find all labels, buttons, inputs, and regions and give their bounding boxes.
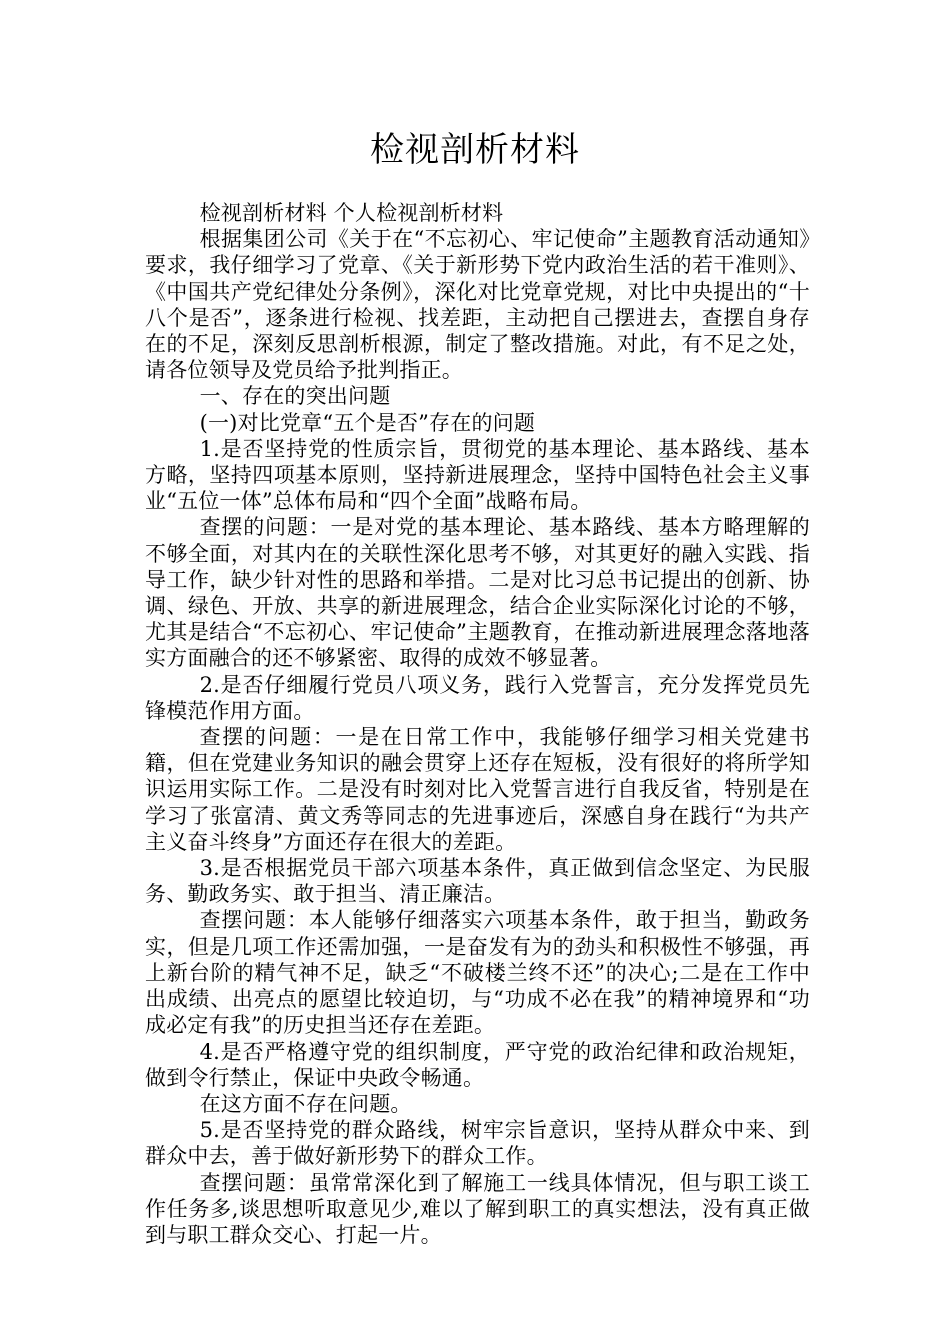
section-heading: 一、存在的突出问题 (199, 384, 391, 409)
document-body (145, 200, 810, 1248)
item-3-problems: 查摆问题：本人能够仔细落实六项基本条件，敢于担当，勤政务实，但是几项工作还需加强，一是奋发有为的劲头和积极性不够强，再上新台阶的精气神不足，缺乏“不破楼兰终不还”的决心;二是在工作中出成绩、出亮点的愿望比较迫切，与“功成不必在我”的精神境界和“功成必定有我”的历史担当还存在差距。 (145, 908, 810, 1038)
item-2: 2.是否仔细履行党员八项义务，践行入党誓言，充分发挥党员先锋模范作用方面。 (145, 672, 810, 723)
paragraph-intro: 根据集团公司《关于在“不忘初心、牢记使命”主题教育活动通知》要求，我仔细学习了党章、《关于新形势下党内政治生活的若干准则》、《中国共产党纪律处分条例》，深化对比党章党规，对比中央提出的“十八个是否”，逐条进行检视、找差距，主动把自己摆进去，查摆自身存在的不足，深刻反思剖析根源，制定了整改措施。对此，有不足之处，请各位领导及党员给予批判指正。 (145, 227, 810, 383)
item-2-problems: 查摆的问题：一是在日常工作中，我能够仔细学习相关党建书籍，但在党建业务知识的融会贯穿上还存在短板，没有很好的将所学知识运用实际工作。二是没有时刻对比入党誓言进行自我反省，特别是在学习了张富清、黄文秀等同志的先进事迹后，深感自身在践行“为共产主义奋斗终身”方面还存在很大的差距。 (145, 725, 810, 854)
item-1: 1.是否坚持党的性质宗旨，贯彻党的基本理论、基本路线、基本方略，坚持四项基本原则，坚持新进展理念，坚持中国特色社会主义事业“五位一体”总体布局和“四个全面”战略布局。 (145, 436, 810, 514)
subsection-heading: (一)对比党章“五个是否”存在的问题 (199, 410, 536, 435)
paragraph-subtitle: 检视剖析材料 个人检视剖析材料 (199, 201, 504, 225)
item-5-problems: 查摆问题：虽常常深化到了解施工一线具体情况，但与职工谈工作任务多,谈思想听取意见少,难以了解到职工的真实想法，没有真正做到与职工群众交心、打起一片。 (145, 1170, 810, 1247)
item-4-problems: 在这方面不存在问题。 (199, 1091, 412, 1116)
item-4: 4.是否严格遵守党的组织制度，严守党的政治纪律和政治规矩，做到令行禁止，保证中央政令畅通。 (145, 1039, 810, 1090)
item-5: 5.是否坚持党的群众路线，树牢宗旨意识，坚持从群众中来、到群众中去，善于做好新形势下的群众工作。 (145, 1118, 810, 1169)
item-3: 3.是否根据党员干部六项基本条件，真正做到信念坚定、为民服务、勤政务实、敢于担当、清正廉洁。 (145, 856, 810, 907)
item-1-problems: 查摆的问题：一是对党的基本理论、基本路线、基本方略理解的不够全面，对其内在的关联性深化思考不够，对其更好的融入实践、指导工作，缺少针对性的思路和举措。二是对比习总书记提出的创新、协调、绿色、开放、共享的新进展理念，结合企业实际深化讨论的不够，尤其是结合“不忘初心、牢记使命”主题教育，在推动新进展理念落地落实方面融合的还不够紧密、取得的成效不够显著。 (145, 515, 810, 671)
document-title: 检视剖析材料 (370, 130, 580, 170)
